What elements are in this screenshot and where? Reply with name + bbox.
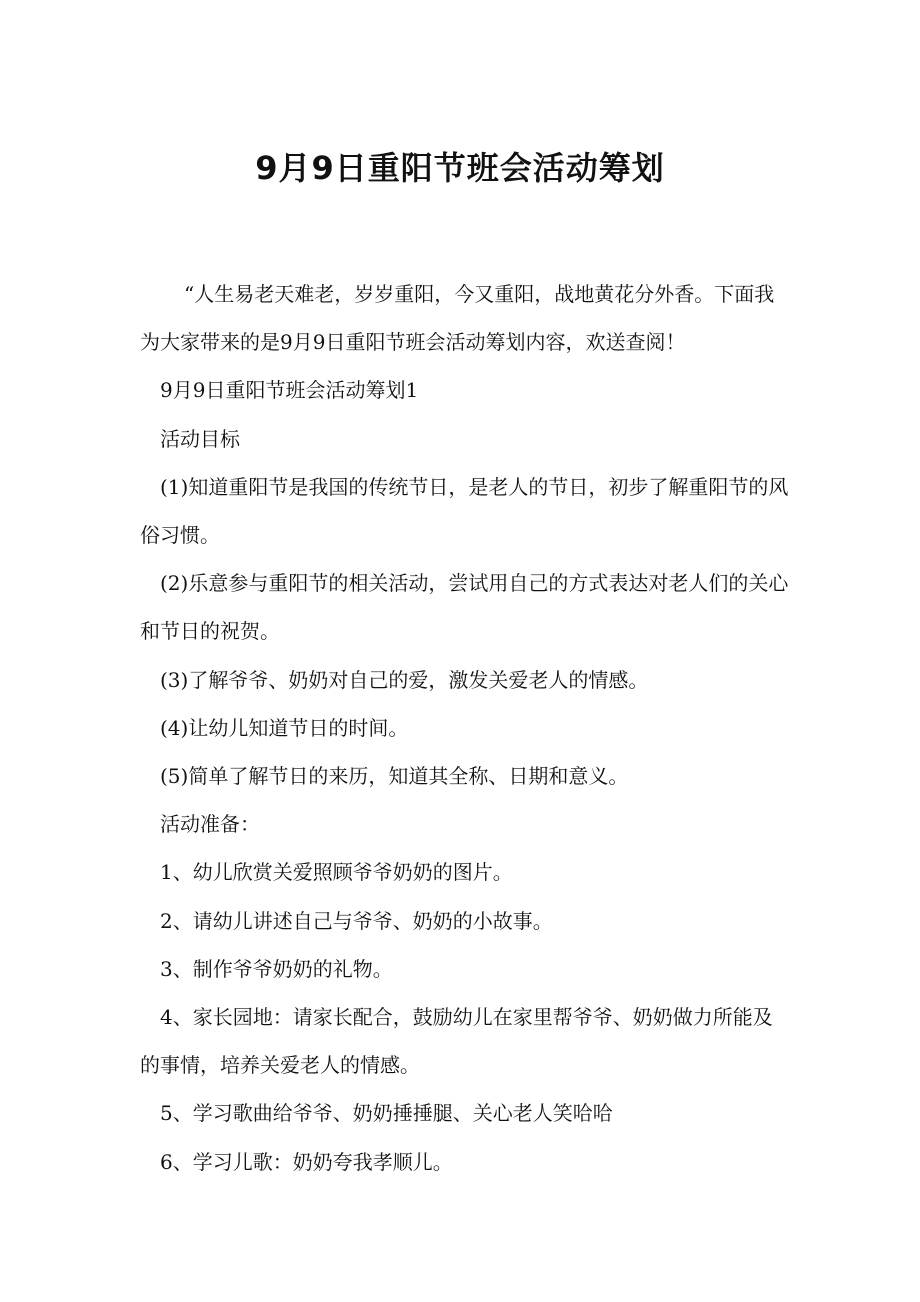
intro-paragraph: “人生易老天难老，岁岁重阳，今又重阳，战地黄花分外香。下面我为大家带来的是9月9日重阳节班会活动筹划内容，欢送查阅！: [140, 282, 775, 355]
subsection-heading-goals: 活动目标: [160, 426, 240, 451]
preparation-item: 4、家长园地：请家长配合，鼓励幼儿在家里帮爷爷、奶奶做力所能及的事情，培养关爱老人的情感。: [140, 1005, 773, 1078]
section-heading: 9月9日重阳节班会活动筹划1: [160, 378, 419, 403]
goal-item: (3)了解爷爷、奶奶对自己的爱，激发关爱老人的情感。: [160, 667, 649, 692]
goal-item: (2)乐意参与重阳节的相关活动，尝试用自己的方式表达对老人们的关心和节日的祝贺。: [140, 571, 789, 644]
subsection-heading-preparation: 活动准备：: [160, 812, 260, 837]
goal-item: (4)让幼儿知道节日的时间。: [160, 715, 409, 740]
document-title: 9月9日重阳节班会活动筹划: [255, 149, 665, 187]
goal-item: (5)简单了解节日的来历，知道其全称、日期和意义。: [160, 764, 629, 789]
preparation-item: 3、制作爷爷奶奶的礼物。: [160, 956, 393, 981]
document-body: [140, 270, 790, 1186]
preparation-item: 6、学习儿歌：奶奶夸我孝顺儿。: [160, 1149, 453, 1174]
preparation-item: 5、学习歌曲给爷爷、奶奶捶捶腿、关心老人笑哈哈: [160, 1101, 613, 1126]
preparation-item: 2、请幼儿讲述自己与爷爷、奶奶的小故事。: [160, 908, 553, 933]
preparation-item: 1、幼儿欣赏关爱照顾爷爷奶奶的图片。: [160, 860, 513, 885]
goal-item: (1)知道重阳节是我国的传统节日，是老人的节日，初步了解重阳节的风俗习惯。: [140, 474, 789, 548]
